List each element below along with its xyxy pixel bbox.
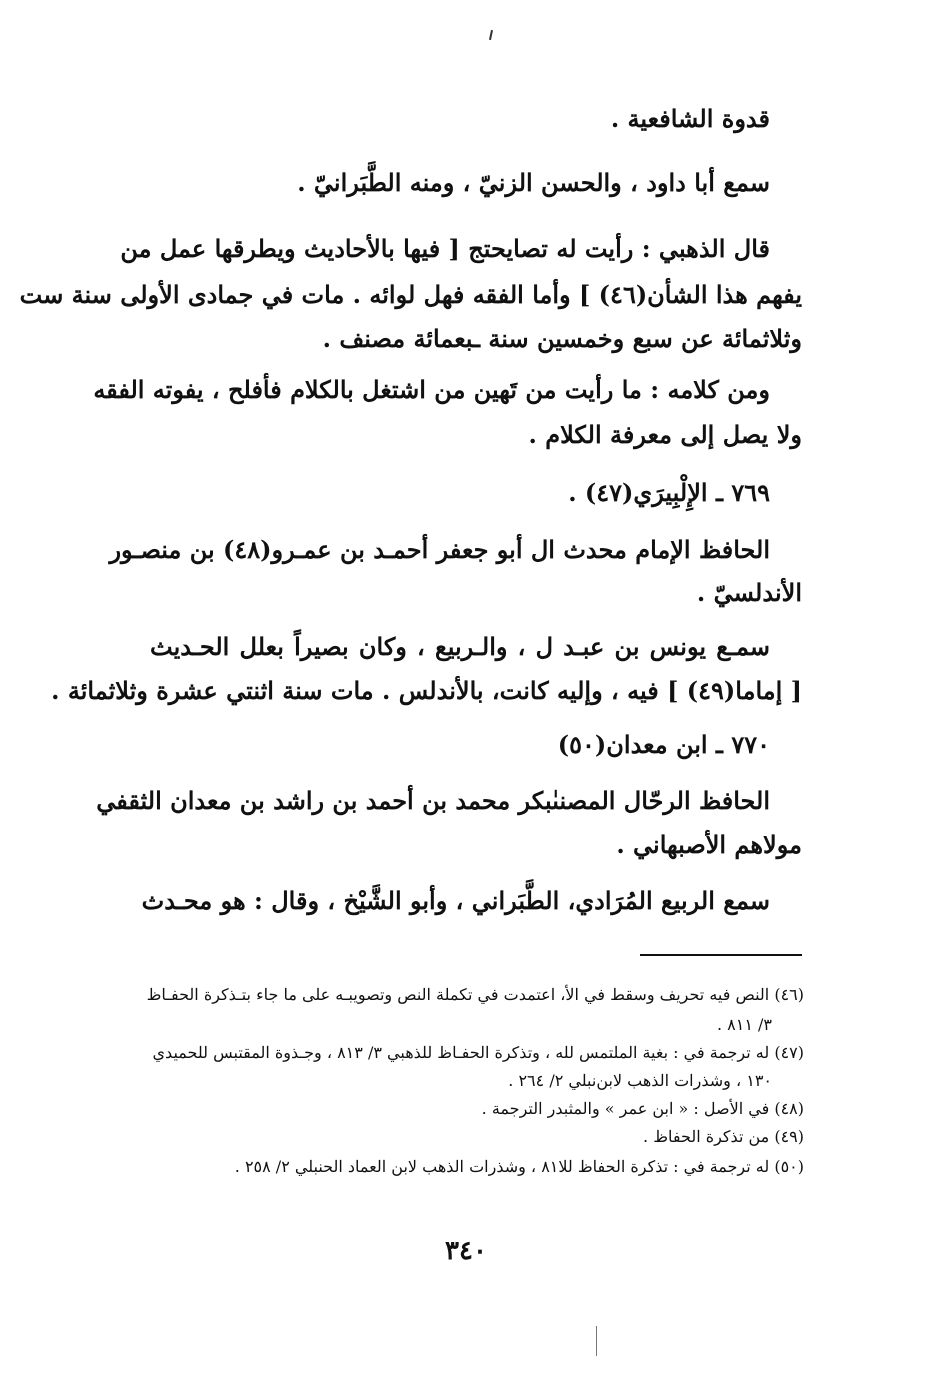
body-line: ومن كلامه : ما رأيت من تَهين من اشتغل بالكلام فأفلح ، يفوته الفقه [93,375,770,404]
body-line: قال الذهبي : رأيت له تصايحتج [ فيها بالأحاديث ويطرقها عمل من [120,234,770,263]
body-line: ولا يصل إلى معرفة الكلام . [528,420,802,449]
body-line: سمع الربيع المُرَادي، الطَّبَراني ، وأبو الشَّيْخ ، وقال : هو محـدث [141,886,770,915]
scan-mark [596,1326,597,1356]
body-line: سمـع يونس بن عبـد ل ، والـربيع ، وكان بصيراً بعلل الحـديث [150,632,770,661]
body-line: الحافظ الرحّال المصنىٰبكر محمد بن أحمد بن راشد بن معدان الثقفي [96,786,770,815]
body-line: مولاهم الأصبهاني . [616,830,802,859]
footnote-line: ٣/ ٨١١ . [716,1015,772,1034]
body-line: قدوة الشافعية . [610,104,770,133]
footnote-line: (٥٠) له ترجمة في : تذكرة الحفاظ للا٨١ ، وشذرات الذهب لابن العماد الحنبلي ٢/ ٢٥٨ . [234,1157,804,1176]
footnote-line: (٤٦) النص فيه تحريف وسقط في الأ، اعتمدت في تكملة النص وتصويبـه على ما جاء بتـذكرة الحفـاظ [146,985,804,1004]
ink-speck [489,30,493,40]
page-number: ٣٤٠ [445,1236,487,1266]
body-line: وثلاثمائة عن سبع وخمسين سنة ـبعمائة مصنف . [322,324,802,353]
entry-heading: ٧٦٩ ـ الإِلْبِيرَي(٤٧) . [568,478,770,507]
entry-heading: ٧٧٠ ـ ابن معدان(٥٠) [557,730,770,759]
footnote-line: (٤٧) له ترجمة في : بغية الملتمس لله ، وتذكرة الحفـاظ للذهبي ٣/ ٨١٣ ، وجـذوة المقتبس للحميدي [152,1043,804,1062]
footnote-line: (٤٨) في الأصل : « ابن عمر » والمثبدر الترجمة . [481,1099,804,1118]
body-line: الحافظ الإمام محدث ال أبو جعفر أحمـد بن عمـرو(٤٨) بن منصـور [109,535,770,564]
footnote-line: (٤٩) من تذكرة الحفاظ . [643,1127,804,1146]
footnote-separator [640,954,802,956]
body-line: سمع أبا داود ، والحسن الزنيّ ، ومنه الطَّبَرانيّ . [297,168,770,197]
body-line: [ إماما(٤٩) ] فيه ، وإليه كانت، بالأندلس . مات سنة اثنتي عشرة وثلاثمائة . [51,676,802,705]
body-line: يفهم هذا الشأن(٤٦) ] وأما الفقه فهل لوائه . مات في جمادى الأولى سنة ست [19,280,802,309]
body-line: الأندلسيّ . [696,578,802,607]
footnote-line: ١٣٠ ، وشذرات الذهب لابن‌نبلي ٢/ ٢٦٤ . [508,1071,772,1090]
